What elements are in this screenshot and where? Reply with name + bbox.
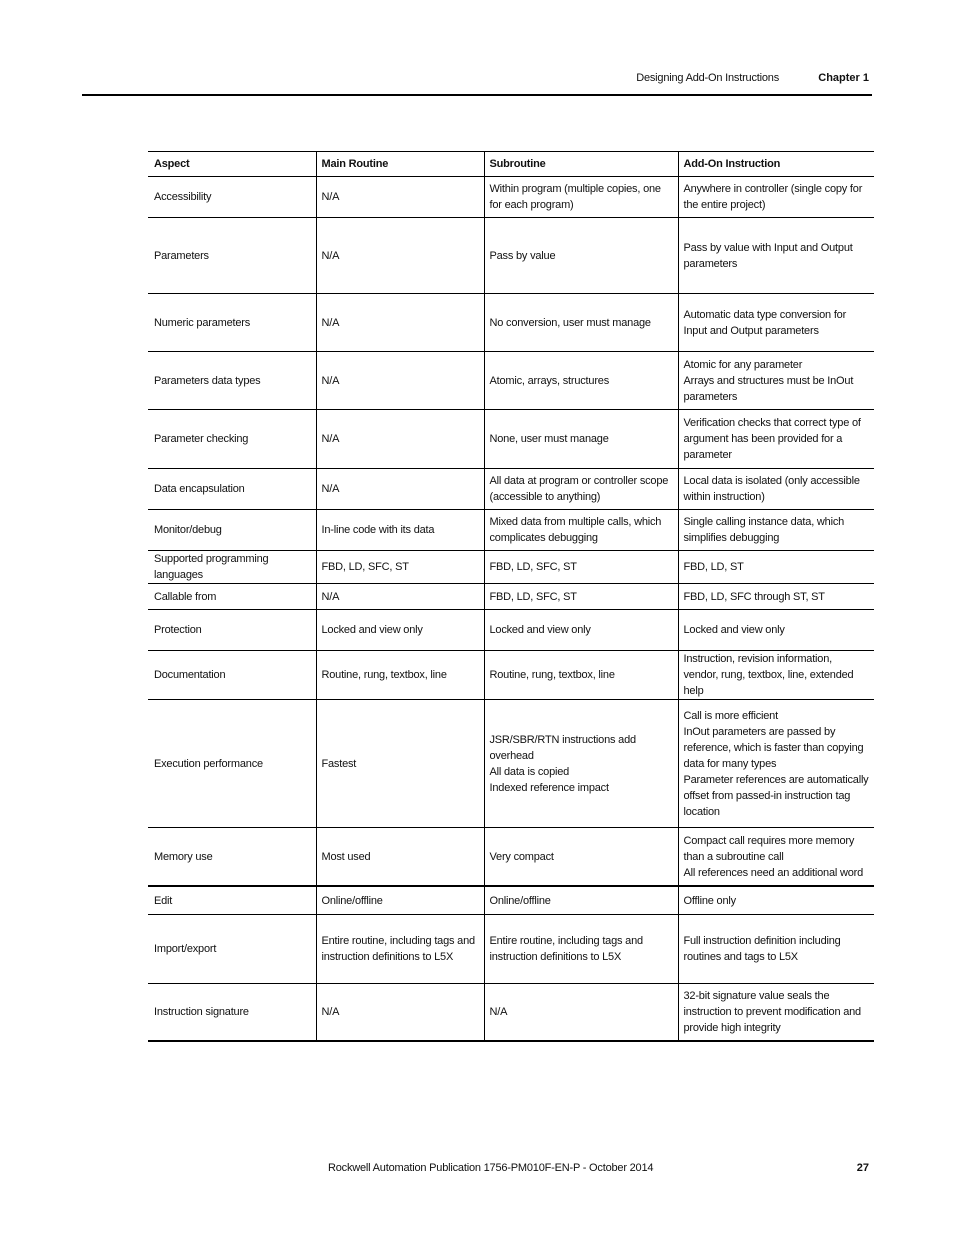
table-row bbox=[148, 584, 874, 610]
table-row bbox=[148, 177, 874, 218]
cell-main-routine: N/A bbox=[316, 984, 484, 1042]
cell-add-on-instruction: Local data is isolated (only accessible within instruction) bbox=[678, 469, 874, 510]
cell-main-routine: N/A bbox=[316, 218, 484, 294]
column-header-main-routine: Main Routine bbox=[316, 152, 484, 177]
cell-add-on-instruction: Anywhere in controller (single copy for the entire project) bbox=[678, 177, 874, 218]
cell-subroutine: Mixed data from multiple calls, which complicates debugging bbox=[484, 510, 678, 551]
page-number: 27 bbox=[856, 1162, 869, 1174]
cell-aspect: Protection bbox=[148, 610, 316, 651]
table-row bbox=[148, 294, 874, 352]
table-row bbox=[148, 915, 874, 984]
cell-add-on-instruction: Automatic data type conversion for Input and Output parameters bbox=[678, 294, 874, 352]
table-row bbox=[148, 610, 874, 651]
cell-add-on-instruction: FBD, LD, SFC through ST, ST bbox=[678, 584, 874, 610]
cell-aspect: Edit bbox=[148, 886, 316, 915]
cell-subroutine: Within program (multiple copies, one for each program) bbox=[484, 177, 678, 218]
cell-add-on-instruction: FBD, LD, ST bbox=[678, 551, 874, 584]
cell-main-routine: Entire routine, including tags and instruction definitions to L5X bbox=[316, 915, 484, 984]
cell-add-on-instruction: Pass by value with Input and Output parameters bbox=[678, 218, 874, 294]
cell-subroutine: None, user must manage bbox=[484, 410, 678, 469]
cell-main-routine: Most used bbox=[316, 828, 484, 887]
cell-aspect: Callable from bbox=[148, 584, 316, 610]
column-header-add-on-instruction: Add-On Instruction bbox=[678, 152, 874, 177]
cell-add-on-instruction: 32-bit signature value seals the instruction to prevent modification and provide high integrity bbox=[678, 984, 874, 1042]
cell-aspect: Data encapsulation bbox=[148, 469, 316, 510]
cell-subroutine: Routine, rung, textbox, line bbox=[484, 651, 678, 700]
cell-subroutine: Pass by value bbox=[484, 218, 678, 294]
cell-add-on-instruction: Instruction, revision information, vendor, rung, textbox, line, extended help bbox=[678, 651, 874, 700]
publication-info: Rockwell Automation Publication 1756-PM010F-EN-P - October 2014 bbox=[328, 1162, 654, 1174]
table-header-row bbox=[148, 152, 874, 177]
cell-main-routine: N/A bbox=[316, 584, 484, 610]
cell-main-routine: Fastest bbox=[316, 700, 484, 828]
column-header-aspect: Aspect bbox=[148, 152, 316, 177]
cell-subroutine: N/A bbox=[484, 984, 678, 1042]
cell-aspect: Documentation bbox=[148, 651, 316, 700]
cell-add-on-instruction: Full instruction definition including routines and tags to L5X bbox=[678, 915, 874, 984]
cell-main-routine: Online/offline bbox=[316, 886, 484, 915]
table-row bbox=[148, 700, 874, 828]
cell-subroutine: Atomic, arrays, structures bbox=[484, 352, 678, 410]
cell-add-on-instruction: Verification checks that correct type of argument has been provided for a parameter bbox=[678, 410, 874, 469]
cell-subroutine: Online/offline bbox=[484, 886, 678, 915]
table-row bbox=[148, 984, 874, 1042]
cell-subroutine: FBD, LD, SFC, ST bbox=[484, 551, 678, 584]
table-row bbox=[148, 551, 874, 584]
cell-aspect: Parameters data types bbox=[148, 352, 316, 410]
cell-aspect: Parameters bbox=[148, 218, 316, 294]
cell-subroutine: FBD, LD, SFC, ST bbox=[484, 584, 678, 610]
cell-subroutine: Very compact bbox=[484, 828, 678, 887]
page-footer bbox=[82, 1162, 871, 1178]
cell-add-on-instruction: Call is more efficient InOut parameters are passed by reference, which is faster than copying data for many types Parameter references are automatically offset from passed-in instruction tag location bbox=[678, 700, 874, 828]
table-row bbox=[148, 469, 874, 510]
cell-aspect: Monitor/debug bbox=[148, 510, 316, 551]
header-rule bbox=[82, 94, 872, 96]
cell-subroutine: Locked and view only bbox=[484, 610, 678, 651]
cell-aspect: Execution performance bbox=[148, 700, 316, 828]
page-header bbox=[82, 70, 871, 88]
cell-aspect: Accessibility bbox=[148, 177, 316, 218]
cell-add-on-instruction: Locked and view only bbox=[678, 610, 874, 651]
cell-main-routine: FBD, LD, SFC, ST bbox=[316, 551, 484, 584]
cell-main-routine: N/A bbox=[316, 410, 484, 469]
cell-aspect: Instruction signature bbox=[148, 984, 316, 1042]
cell-main-routine: In-line code with its data bbox=[316, 510, 484, 551]
cell-aspect: Supported programming languages bbox=[148, 551, 316, 584]
table-row bbox=[148, 510, 874, 551]
table-row bbox=[148, 651, 874, 700]
column-header-subroutine: Subroutine bbox=[484, 152, 678, 177]
cell-aspect: Memory use bbox=[148, 828, 316, 887]
cell-subroutine: All data at program or controller scope (accessible to anything) bbox=[484, 469, 678, 510]
cell-add-on-instruction: Offline only bbox=[678, 886, 874, 915]
comparison-table bbox=[148, 151, 874, 1042]
cell-main-routine: N/A bbox=[316, 294, 484, 352]
cell-aspect: Numeric parameters bbox=[148, 294, 316, 352]
cell-subroutine: Entire routine, including tags and instruction definitions to L5X bbox=[484, 915, 678, 984]
cell-subroutine: JSR/SBR/RTN instructions add overhead All data is copied Indexed reference impact bbox=[484, 700, 678, 828]
chapter-label: Chapter 1 bbox=[818, 72, 869, 84]
cell-subroutine: No conversion, user must manage bbox=[484, 294, 678, 352]
cell-add-on-instruction: Compact call requires more memory than a subroutine call All references need an additional word bbox=[678, 828, 874, 887]
cell-main-routine: N/A bbox=[316, 352, 484, 410]
cell-aspect: Parameter checking bbox=[148, 410, 316, 469]
table-row bbox=[148, 410, 874, 469]
cell-main-routine: Routine, rung, textbox, line bbox=[316, 651, 484, 700]
table-row bbox=[148, 218, 874, 294]
table-row bbox=[148, 886, 874, 915]
cell-main-routine: Locked and view only bbox=[316, 610, 484, 651]
cell-main-routine: N/A bbox=[316, 469, 484, 510]
table-row bbox=[148, 828, 874, 887]
section-title: Designing Add-On Instructions bbox=[636, 72, 779, 84]
cell-add-on-instruction: Atomic for any parameter Arrays and structures must be InOut parameters bbox=[678, 352, 874, 410]
table-row bbox=[148, 352, 874, 410]
cell-add-on-instruction: Single calling instance data, which simplifies debugging bbox=[678, 510, 874, 551]
cell-aspect: Import/export bbox=[148, 915, 316, 984]
cell-main-routine: N/A bbox=[316, 177, 484, 218]
